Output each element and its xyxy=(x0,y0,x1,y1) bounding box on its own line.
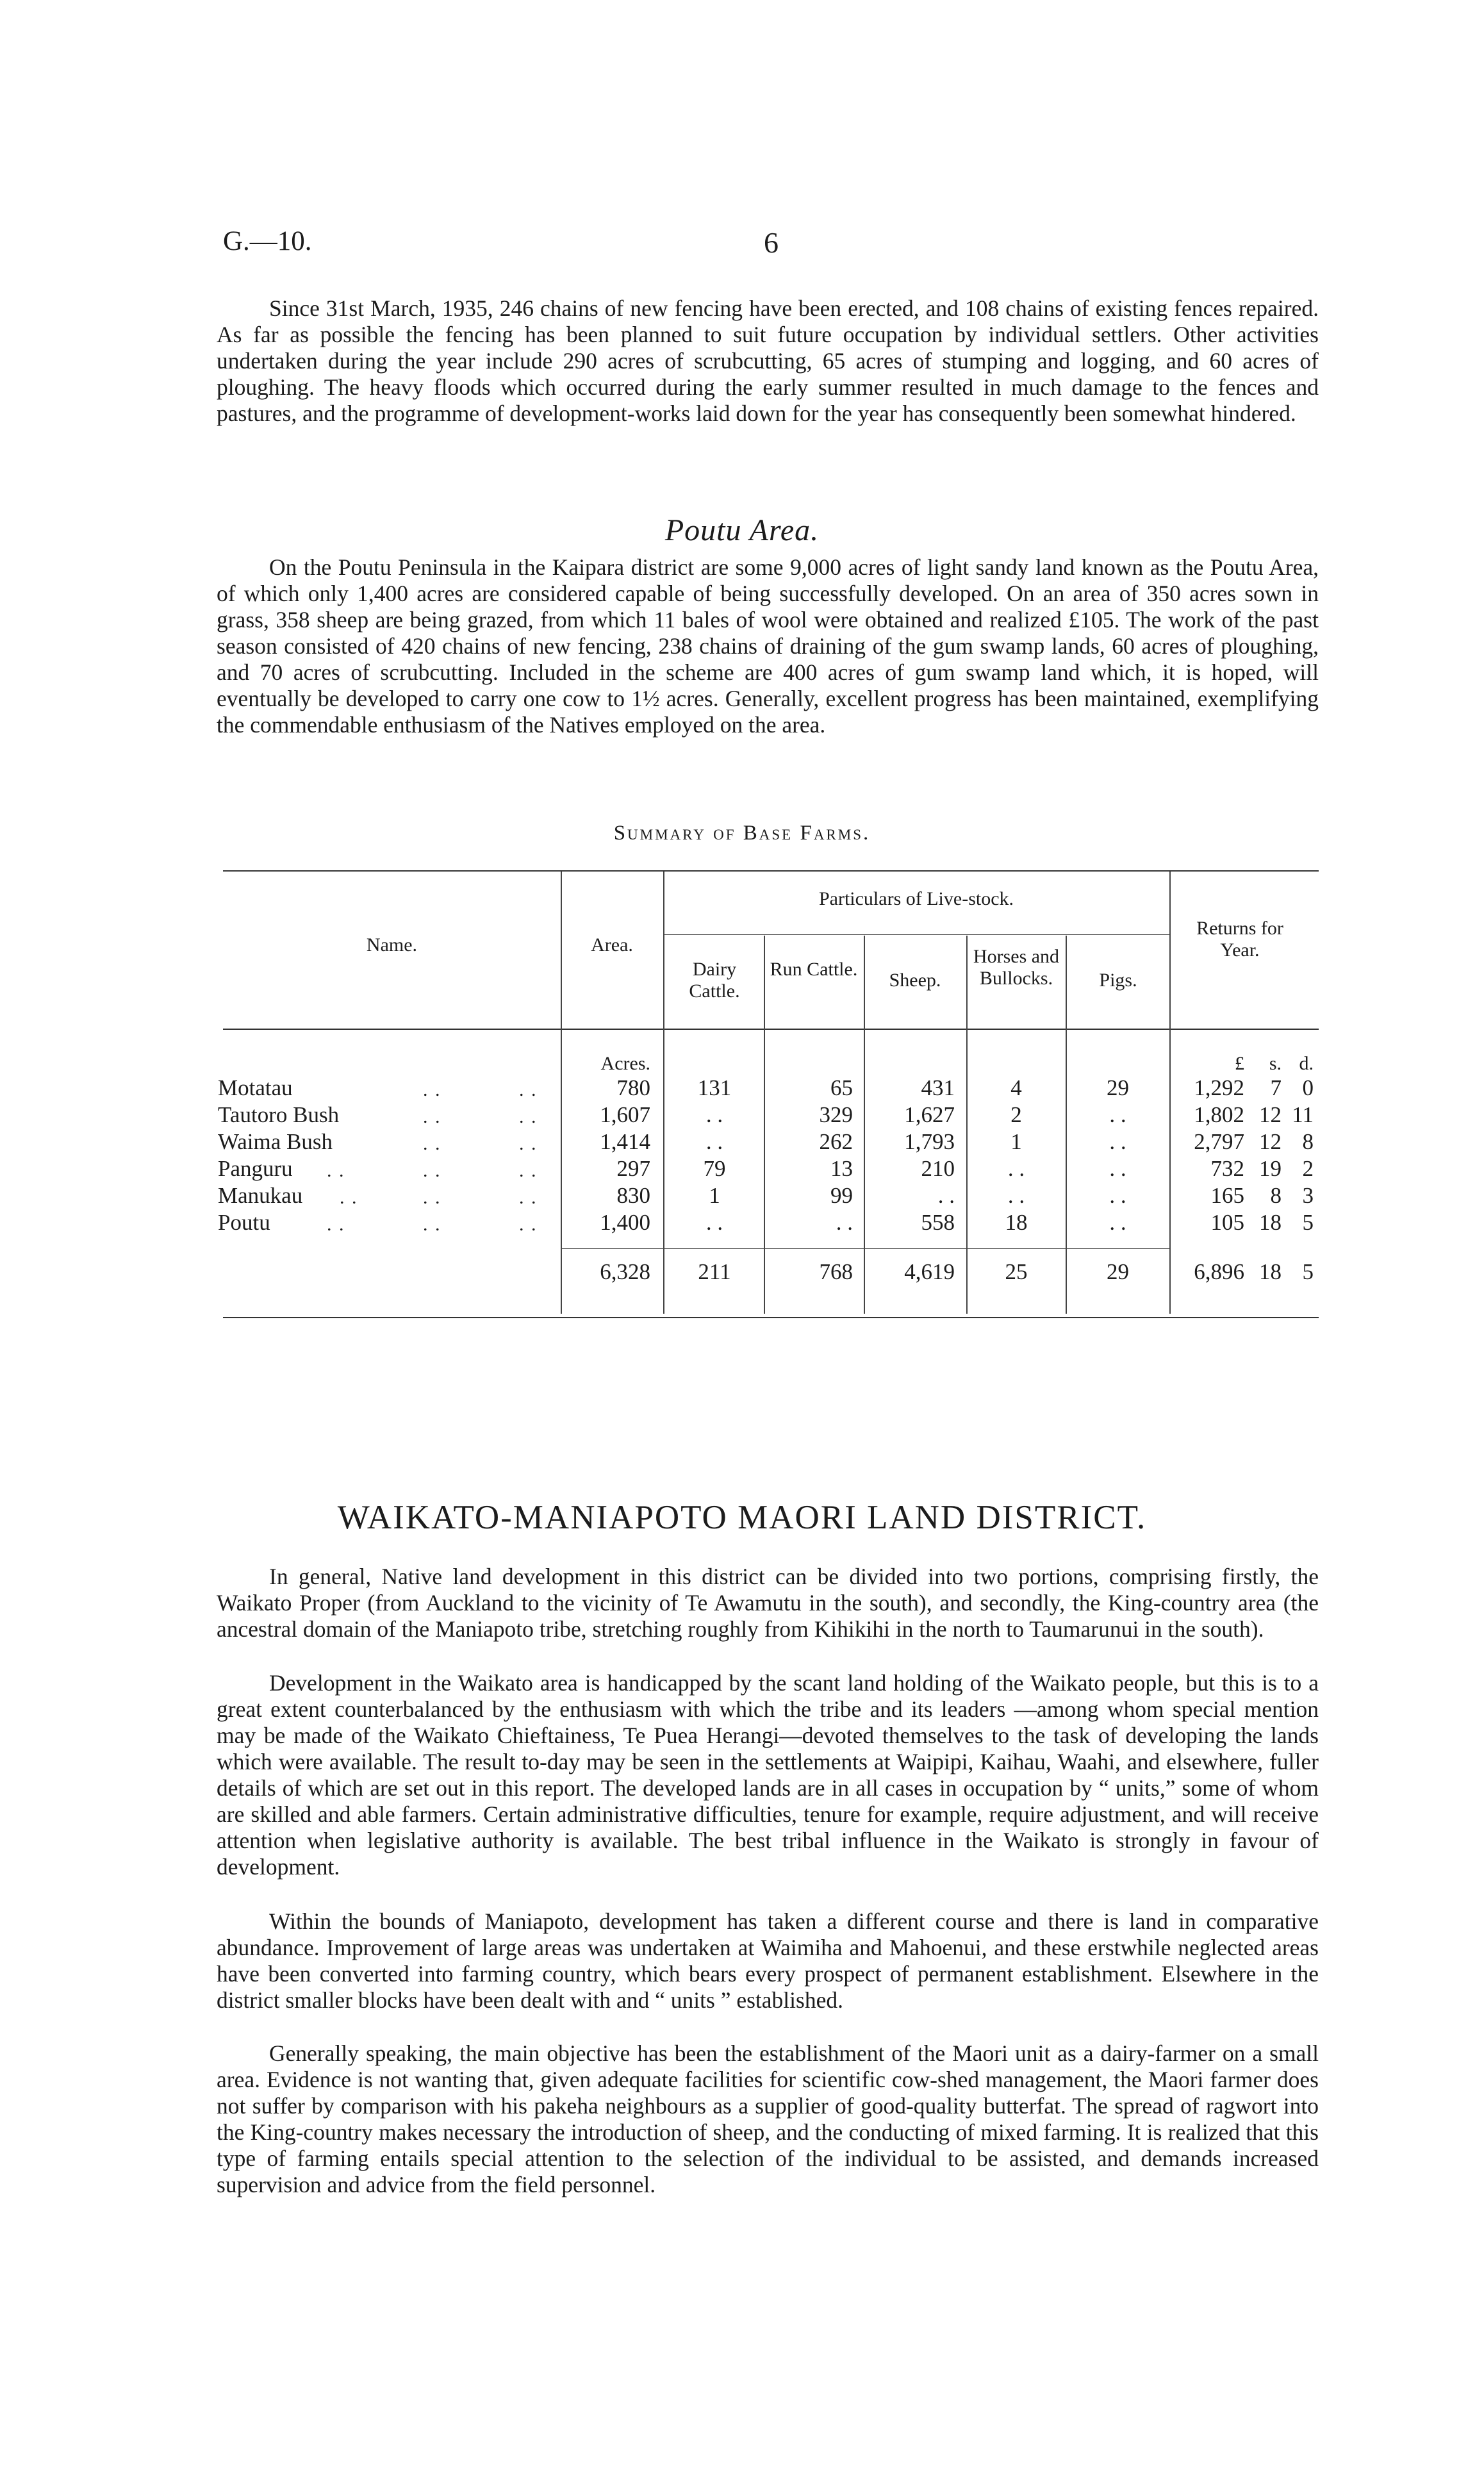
header-sheep: Sheep. xyxy=(889,970,941,991)
waikato-paragraph-2: Development in the Waikato area is handicapped by the scant land holding of the Waikato people, but this is to a great extent counterbalanced by the enthusiasm with which the tribe and its leaders —among whom special mention may be made of the Waikato Chieftainess, Te Puea Herangi—devoted themselves to the task of developing the lands which were available. The result to-day may be seen in the settlements at Waipipi, Kaihau, Waahi, and elsewhere, fuller details of which are set out in this report. The developed lands are in all cases in occupation by “ units,” some of whom are skilled and able farmers. Certain administrative difficulties, tenure for example, require adjustment, and will receive attention when legislative authority is available. The best tribal influence in the Waikato is strongly in favour of development. xyxy=(217,1670,1319,1880)
row-area: 297 xyxy=(616,1156,650,1181)
row-area: 780 xyxy=(616,1075,650,1100)
fencing-paragraph: Since 31st March, 1935, 246 chains of new fencing have been erected, and 108 chains of existing fences repaired. As far as possible the fencing has been planned to suit future occupation by individual settlers. Other activities undertaken during the year include 290 acres of scrubcutting, 65 acres of stumping and logging, and 60 acres of ploughing. The heavy floods which occurred during the early summer resulted in much damage to the fences and pastures, and the programme of development-works laid down for the year has consequently been somewhat hindered. xyxy=(217,295,1319,426)
row-shillings: 19 xyxy=(1259,1156,1282,1181)
row-pence: 0 xyxy=(1302,1075,1314,1100)
row-horses: 18 xyxy=(1005,1210,1028,1235)
leader-dots: . . xyxy=(423,1187,441,1208)
total-area: 6,328 xyxy=(600,1259,650,1284)
row-run: 65 xyxy=(830,1075,853,1100)
row-pigs: 29 xyxy=(1107,1075,1129,1100)
unit-shillings: s. xyxy=(1269,1053,1282,1074)
row-horses: . . xyxy=(1007,1156,1025,1181)
total-run: 768 xyxy=(819,1259,853,1284)
row-pence: 5 xyxy=(1302,1210,1314,1235)
unit-pence: d. xyxy=(1299,1053,1314,1074)
row-run: 99 xyxy=(830,1183,853,1208)
row-run: . . xyxy=(836,1210,853,1235)
header-bottom-rule xyxy=(223,1029,1319,1030)
row-pence: 2 xyxy=(1302,1156,1314,1181)
col-divider xyxy=(764,936,765,1314)
page-number: 6 xyxy=(764,226,779,259)
row-shillings: 7 xyxy=(1270,1075,1282,1100)
table-top-rule xyxy=(223,870,1319,872)
leader-dots: . . xyxy=(423,1160,441,1181)
leader-dots: . . xyxy=(423,1214,441,1235)
row-sheep: 210 xyxy=(921,1156,955,1181)
row-pence: 11 xyxy=(1292,1102,1314,1127)
section-title: WAIKATO-MANIAPOTO MAORI LAND DISTRICT. xyxy=(337,1499,1147,1536)
col-divider xyxy=(966,936,968,1314)
leader-dots: . . xyxy=(519,1214,538,1235)
leader-dots: . . xyxy=(519,1187,538,1208)
totals-rule xyxy=(561,1248,1169,1249)
header-run: Run Cattle. xyxy=(770,959,858,980)
row-dairy: 131 xyxy=(697,1075,732,1100)
series-label: G.—10. xyxy=(223,226,312,256)
row-dairy: 79 xyxy=(703,1156,726,1181)
total-horses: 25 xyxy=(1005,1259,1028,1284)
row-pounds: 732 xyxy=(1210,1156,1244,1181)
leader-dots: . . xyxy=(340,1187,358,1208)
row-name: Tautoro Bush xyxy=(218,1102,340,1127)
row-run: 329 xyxy=(819,1102,853,1127)
row-pigs: . . xyxy=(1109,1129,1126,1154)
row-pounds: 105 xyxy=(1210,1210,1244,1235)
row-pence: 8 xyxy=(1302,1129,1314,1154)
total-pounds: 6,896 xyxy=(1194,1259,1244,1284)
table-caption: Summary of Base Farms. xyxy=(613,822,871,845)
header-name: Name. xyxy=(366,934,418,955)
row-name: Poutu xyxy=(218,1210,270,1235)
row-area: 830 xyxy=(616,1183,650,1208)
table-bottom-rule xyxy=(223,1317,1319,1318)
row-horses: 4 xyxy=(1010,1075,1022,1100)
leader-dots: . . xyxy=(519,1160,538,1181)
row-sheep: 1,793 xyxy=(904,1129,955,1154)
unit-acres: Acres. xyxy=(600,1053,650,1074)
row-area: 1,607 xyxy=(600,1102,650,1127)
row-shillings: 18 xyxy=(1259,1210,1282,1235)
row-run: 262 xyxy=(819,1129,853,1154)
total-dairy: 211 xyxy=(698,1259,731,1284)
header-returns: Returns for Year. xyxy=(1196,918,1283,961)
row-area: 1,414 xyxy=(600,1129,650,1154)
row-shillings: 12 xyxy=(1259,1129,1282,1154)
header-area: Area. xyxy=(591,934,633,955)
row-name: Panguru xyxy=(218,1156,293,1181)
row-horses: 1 xyxy=(1010,1129,1022,1154)
total-pigs: 29 xyxy=(1107,1259,1129,1284)
livestock-group-rule xyxy=(663,934,1169,935)
col-divider xyxy=(864,936,865,1314)
row-sheep: 431 xyxy=(921,1075,955,1100)
row-name: Motatau xyxy=(218,1075,293,1100)
row-shillings: 12 xyxy=(1259,1102,1282,1127)
leader-dots: . . xyxy=(519,1079,538,1100)
row-pigs: . . xyxy=(1109,1102,1126,1127)
row-dairy: . . xyxy=(705,1210,723,1235)
total-shillings: 18 xyxy=(1259,1259,1282,1284)
row-sheep: 558 xyxy=(921,1210,955,1235)
row-pigs: . . xyxy=(1109,1210,1126,1235)
row-pounds: 1,292 xyxy=(1194,1075,1244,1100)
row-pounds: 165 xyxy=(1210,1183,1244,1208)
header-horses: Horses and Bullocks. xyxy=(973,946,1060,989)
row-horses: 2 xyxy=(1010,1102,1022,1127)
row-dairy: 1 xyxy=(709,1183,720,1208)
row-horses: . . xyxy=(1007,1183,1025,1208)
total-pence: 5 xyxy=(1302,1259,1314,1284)
col-divider xyxy=(1066,936,1067,1314)
unit-pounds: £ xyxy=(1235,1053,1244,1074)
leader-dots: . . xyxy=(423,1106,441,1127)
leader-dots: . . xyxy=(519,1106,538,1127)
poutu-paragraph: On the Poutu Peninsula in the Kaipara district are some 9,000 acres of light sandy land known as the Poutu Area, of which only 1,400 acres are considered capable of being successfully developed. On an area of 350 acres sown in grass, 358 sheep are being grazed, from which 11 bales of wool were obtained and realized £105. The work of the past season consisted of 420 chains of new fencing, 238 chains of draining of the gum swamp lands, 60 acres of ploughing, and 70 acres of scrubcutting. Included in the scheme are 400 acres of gum swamp land which, it is hoped, will eventually be developed to carry one cow to 1½ acres. Generally, excellent progress has been maintained, exemplifying the commendable enthusiasm of the Natives employed on the area. xyxy=(217,554,1319,738)
waikato-paragraph-1: In general, Native land development in this district can be divided into two portions, comprising firstly, the Waikato Proper (from Auckland to the vicinity of Te Awamutu in the south), and secondly, the King-country area (the ancestral domain of the Maniapoto tribe, stretching roughly from Kihikihi in the north to Taumarunui in the south). xyxy=(217,1564,1319,1642)
header-pigs: Pigs. xyxy=(1099,970,1137,991)
leader-dots: . . xyxy=(519,1133,538,1154)
col-divider xyxy=(1169,872,1171,1314)
total-sheep: 4,619 xyxy=(904,1259,955,1284)
row-run: 13 xyxy=(830,1156,853,1181)
col-divider xyxy=(663,872,664,1314)
poutu-heading: Poutu Area. xyxy=(664,513,820,547)
row-sheep: . . xyxy=(937,1183,955,1208)
row-dairy: . . xyxy=(705,1102,723,1127)
row-pounds: 2,797 xyxy=(1194,1129,1244,1154)
leader-dots: . . xyxy=(423,1079,441,1100)
row-pigs: . . xyxy=(1109,1183,1126,1208)
row-dairy: . . xyxy=(705,1129,723,1154)
row-name: Waima Bush xyxy=(218,1129,333,1154)
row-pence: 3 xyxy=(1302,1183,1314,1208)
leader-dots: . . xyxy=(327,1160,345,1181)
row-sheep: 1,627 xyxy=(904,1102,955,1127)
row-pounds: 1,802 xyxy=(1194,1102,1244,1127)
header-livestock-group: Particulars of Live-stock. xyxy=(818,888,1014,909)
waikato-paragraph-4: Generally speaking, the main objective has been the establishment of the Maori unit as a dairy-farmer on a small area. Evidence is not wanting that, given adequate facilities for scientific cow-shed management, the Maori farmer does not suffer by comparison with his pakeha neighbours as a supplier of good-quality butterfat. The spread of ragwort into the King-country makes necessary the introduction of sheep, and the conducting of mixed farming. It is realized that this type of farming entails special attention to the selection of the individual to be assisted, and demands increased supervision and advice from the field personnel. xyxy=(217,2040,1319,2197)
row-shillings: 8 xyxy=(1270,1183,1282,1208)
leader-dots: . . xyxy=(423,1133,441,1154)
header-dairy: Dairy Cattle. xyxy=(689,959,740,1002)
row-pigs: . . xyxy=(1109,1156,1126,1181)
row-name: Manukau xyxy=(218,1183,303,1208)
leader-dots: . . xyxy=(327,1214,345,1235)
row-area: 1,400 xyxy=(600,1210,650,1235)
waikato-paragraph-3: Within the bounds of Maniapoto, development has taken a different course and there is land in comparative abundance. Improvement of large areas was undertaken at Waimiha and Mahoenui, and these erstwhile neglected areas have been converted into farming country, which bears every prospect of permanent establishment. Elsewhere in the district smaller blocks have been dealt with and “ units ” established. xyxy=(217,1908,1319,2013)
